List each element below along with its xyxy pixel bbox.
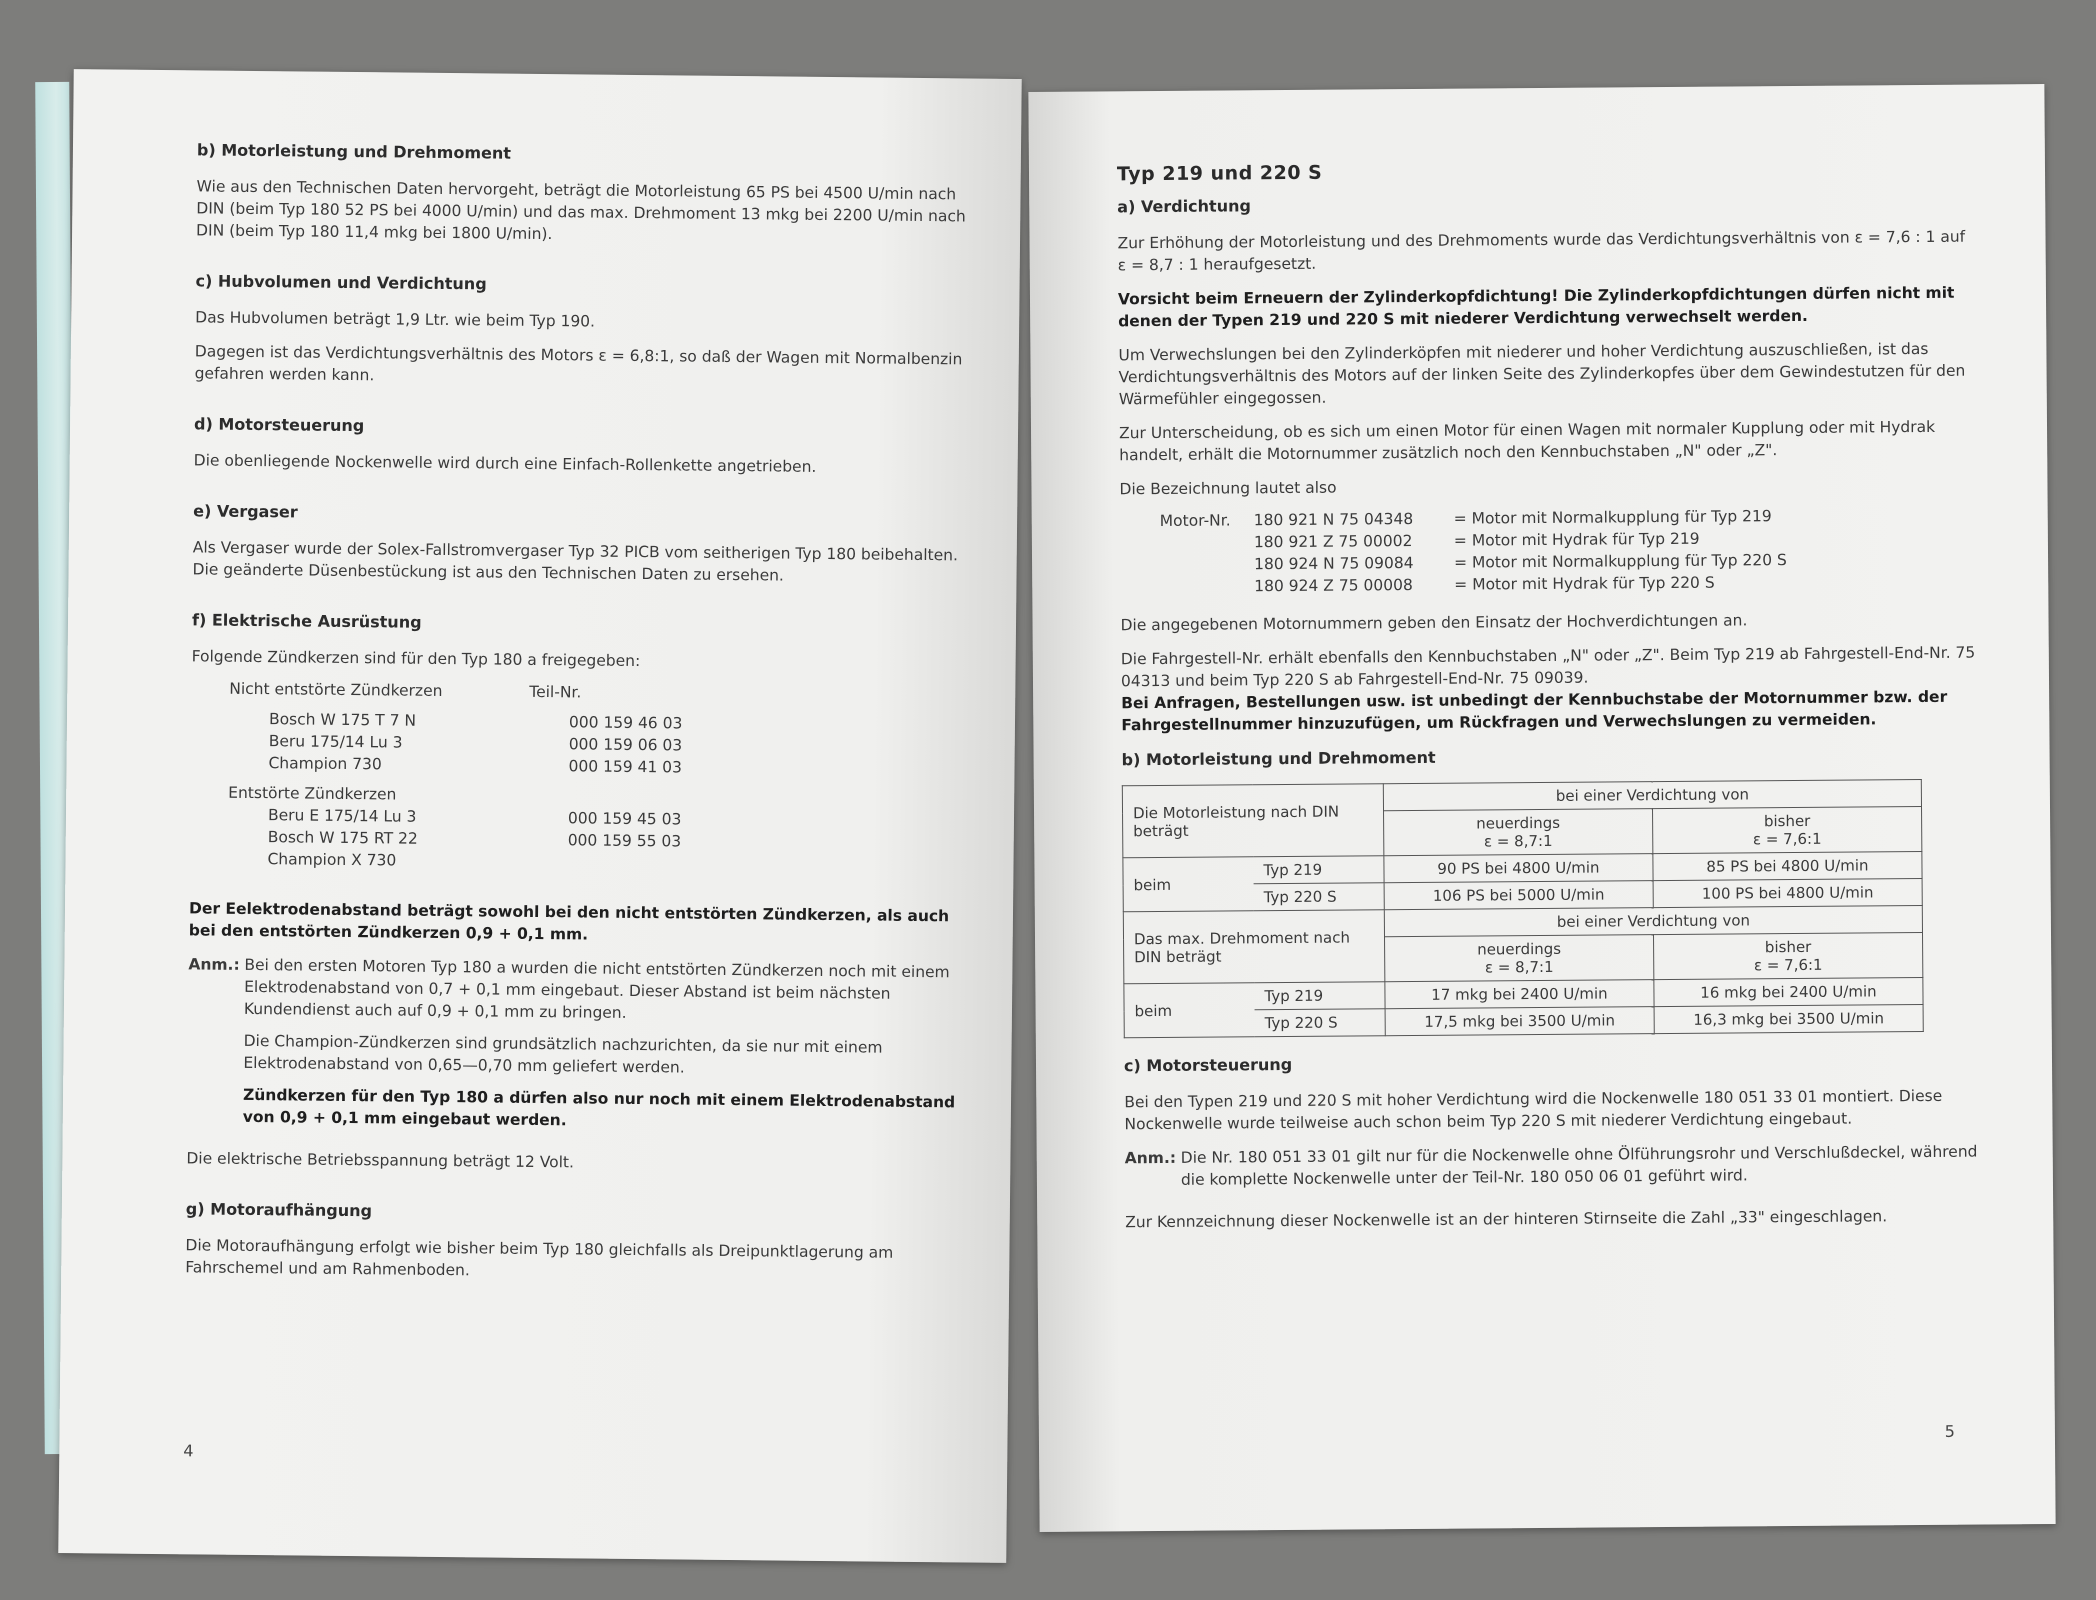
header-unshielded: Nicht entstörte Zündkerzen [229,679,443,700]
text-electrode-gap: Der Eelektrodenabstand beträgt sowohl bei den nicht entstörten Zündkerzen, als auch bei den entstörten Zündkerzen 0,9 + 0,1 mm. [188,899,950,944]
group-header: bei einer Verdichtung von [1384,906,1922,937]
motor-prefix: Motor-Nr. [1159,511,1231,530]
note-text: Die Nr. 180 051 33 01 gilt nur für die Nockenwelle ohne Ölführungsrohr und Verschlußdeckel, während die komplette Nockenwelle unter der Teil-Nr. 180 050 06 01 geführt wird. [1180,1142,1978,1189]
col-old-ratio: ε = 7,6:1 [1753,955,1823,975]
value-cell: 16 mkg bei 2400 U/min [1654,978,1923,1007]
motor-number-list [1160,506,1977,600]
plug-name: Bosch W 175 RT 22 [267,828,418,848]
plug-name: Champion 730 [268,754,382,774]
typ-cell: Typ 220 S [1254,883,1385,911]
text-hubvolumen-1: Das Hubvolumen beträgt 1,9 Ltr. wie beim Typ 190. [195,308,596,331]
spark-plug-table [227,680,963,880]
performance-table [1122,779,1924,1038]
section-aufhaengung [185,1199,958,1286]
torque-label: Das max. Drehmoment nach DIN beträgt [1123,910,1385,984]
col-old-ratio: ε = 7,6:1 [1752,829,1822,849]
col-old: bisher [1764,937,1812,957]
text-verdichtung-2: Um Verwechslungen bei den Zylinderköpfen mit niederer und hoher Verdichtung auszuschließen, ist das Verdichtungsverhältnis des Motors auf der linken Seite des Zylinderkopfes über dem Gewindestutzen für den Wärmefühler eingegossen. [1118,339,1966,409]
text-warning: Vorsicht beim Erneuern der Zylinderkopfdichtung! Die Zylinderkopfdichtungen dürfen nicht mit denen der Typen 219 und 220 S mit niederer Verdichtung verwechselt werden. [1117,283,1955,331]
text-verdichtung-5: Die angegebenen Motornummern geben den Einsatz der Hochverdichtungen an. [1120,611,1748,635]
note-text-1: Bei den ersten Motoren Typ 180 a wurden die nicht entstörten Zündkerzen noch mit einem Elektrodenabstand von 0,7 + 0,1 mm eingebaut. Dieser Abstand ist beim nächsten Kundendienst auch auf 0,9 + 0,1 mm zu bringen. [243,955,950,1022]
motor-number: 180 924 Z 75 00008 [1254,576,1413,596]
text-motorsteuerung: Die obenliegende Nockenwelle wird durch eine Einfach-Rollenkette angetrieben. [193,451,817,476]
heading-vergaser: e) Vergaser [193,501,298,522]
beim-label: beim [1123,857,1254,912]
page-number-left: 4 [183,1441,194,1461]
value-cell: 17,5 mkg bei 3500 U/min [1385,1007,1654,1036]
text-verdichtung-3: Zur Unterscheidung, ob es sich um einen Motor für einen Wagen mit normaler Kupplung oder mit Hydrak handelt, erhält die Motornummer zusätzlich noch den Kennbuchstaben „N" oder „Z". [1118,417,1936,465]
motor-number: 180 921 Z 75 00002 [1253,532,1413,552]
text-hubvolumen-2: Dagegen ist das Verdichtungsverhältnis des Motors ε = 6,8:1, so daß der Wagen mit Normalbenzin gefahren werden kann. [194,342,963,385]
plug-part: 000 159 55 03 [567,831,682,851]
plug-part: 000 159 41 03 [568,757,683,777]
right-page [1028,84,2055,1532]
col-old: bisher [1763,811,1811,831]
page-number-right: 5 [1944,1421,1955,1441]
motor-desc: = Motor mit Hydrak für Typ 219 [1453,529,1700,550]
value-cell: 100 PS bei 4800 U/min [1653,879,1922,908]
power-label: Die Motorleistung nach DIN beträgt [1122,784,1384,858]
note-text-3: Zündkerzen für den Typ 180 a dürfen also nur noch mit einem Elektrodenabstand von 0,9 + 0,1 mm eingebaut werden. [242,1085,956,1130]
col-new-ratio: ε = 8,7:1 [1483,831,1553,851]
text-elektrik-intro: Folgende Zündkerzen sind für den Typ 180 a freigegeben: [191,647,641,671]
section-elektrik [186,610,964,1177]
motor-number: 180 921 N 75 04348 [1253,510,1414,530]
note-label: Anm.: [1124,1148,1177,1168]
text-verdichtung-bold: Bei Anfragen, Bestellungen usw. ist unbedingt der Kennbuchstabe der Motornummer bzw. der Fahrgestellnummer hinzuzufügen, um Rückfragen und Verwechslungen zu vermeiden. [1121,687,1948,735]
group-header: bei einer Verdichtung von [1383,780,1921,811]
heading-leistung: b) Motorleistung und Drehmoment [1121,747,1436,770]
plug-part: 000 159 45 03 [567,809,682,829]
motor-desc: = Motor mit Hydrak für Typ 220 S [1454,573,1715,594]
typ-cell: Typ 219 [1254,982,1385,1010]
plug-part: 000 159 06 03 [568,735,683,755]
heading-steuerung: c) Motorsteuerung [1123,1054,1293,1076]
value-cell: 90 PS bei 4800 U/min [1384,854,1653,883]
plug-name: Champion X 730 [267,850,397,870]
text-verdichtung-4: Die Bezeichnung lautet also [1119,478,1337,499]
motor-desc: = Motor mit Normalkupplung für Typ 220 S [1453,551,1787,572]
section-hubvolumen [195,271,968,392]
heading-motorsteuerung: d) Motorsteuerung [193,414,365,436]
header-part-no: Teil-Nr. [529,682,582,702]
shielded-label: Entstörte Zündkerzen [228,783,397,804]
section-leistung [1122,744,1980,1039]
plug-name: Beru 175/14 Lu 3 [268,732,403,752]
motor-number: 180 924 N 75 09084 [1254,554,1414,574]
plug-part: 000 159 46 03 [568,713,683,733]
section-motorsteuerung [194,414,967,479]
page-title: Typ 219 und 220 S [1116,161,1323,186]
note-label: Anm.: [188,955,240,974]
heading-motorleistung: b) Motorleistung und Drehmoment [196,140,512,163]
plug-part [567,853,767,877]
heading-elektrik: f) Elektrische Ausrüstung [191,610,422,632]
note-block [1125,1141,1981,1202]
note-text-2: Die Champion-Zündkerzen sind grundsätzlich nachzurichten, da sie nur mit einem Elektrodenabstand von 0,65—0,70 mm geliefert werden. [243,1031,883,1077]
value-cell: 16,3 mkg bei 3500 U/min [1654,1005,1923,1034]
text-aufhaengung: Die Motoraufhängung erfolgt wie bisher beim Typ 180 gleichfalls als Dreipunktlagerung am Fahrschemel und am Rahmenboden. [185,1236,894,1280]
motor-desc: = Motor mit Normalkupplung für Typ 219 [1453,507,1772,528]
value-cell: 106 PS bei 5000 U/min [1384,881,1653,910]
spark-plug-header [229,680,963,710]
col-new: neuerdings [1476,813,1561,833]
typ-cell: Typ 220 S [1255,1009,1386,1037]
section-verdichtung [1117,191,1977,737]
heading-verdichtung: a) Verdichtung [1117,196,1251,217]
value-cell: 17 mkg bei 2400 U/min [1385,980,1654,1009]
heading-hubvolumen: c) Hubvolumen und Verdichtung [195,271,487,294]
left-page [58,69,1021,1563]
beim-label: beim [1124,983,1255,1038]
text-steuerung-1: Bei den Typen 219 und 220 S mit hoher Verdichtung wird die Nockenwelle 180 051 33 01 montiert. Diese Nockenwelle wurde teilweise auch schon beim Typ 220 S mit niederer Verdichtung eingebaut. [1124,1086,1943,1134]
col-new-ratio: ε = 8,7:1 [1484,957,1554,977]
text-steuerung-2: Zur Kennzeichnung dieser Nockenwelle ist an der hinteren Stirnseite die Zahl „33" eingeschlagen. [1125,1207,1888,1232]
typ-cell: Typ 219 [1253,856,1384,884]
section-motorleistung [196,140,969,249]
col-new: neuerdings [1477,939,1562,959]
plug-name: Bosch W 175 T 7 N [268,710,417,730]
text-verdichtung-6: Die Fahrgestell-Nr. erhält ebenfalls den Kennbuchstaben „N" oder „Z". Beim Typ 219 ab Fahrgestell-End-Nr. 75 04313 und beim Typ 220 S ab Fahrgestell-End-Nr. 75 09039. [1120,643,1976,691]
heading-aufhaengung: g) Motoraufhängung [185,1199,373,1221]
note-block [187,953,961,1145]
value-cell: 85 PS bei 4800 U/min [1653,852,1922,881]
section-vergaser [192,501,965,588]
section-steuerung [1124,1050,1981,1234]
text-motorleistung: Wie aus den Technischen Daten hervorgeht, beträgt die Motorleistung 65 PS bei 4500 U/min nach DIN (beim Typ 180 52 PS bei 4000 U/min) und das max. Drehmoment 13 mkg bei 2200 U/min nach DIN (beim Typ 180 11,4 mkg bei 1800 U/min). [196,177,966,244]
text-verdichtung-1: Zur Erhöhung der Motorleistung und des Drehmoments wurde das Verdichtungsverhältnis von ε = 7,6 : 1 auf ε = 8,7 : 1 heraufgesetzt. [1117,227,1966,275]
text-voltage: Die elektrische Betriebsspannung beträgt 12 Volt. [186,1149,575,1172]
plug-name: Beru E 175/14 Lu 3 [267,806,417,826]
text-vergaser: Als Vergaser wurde der Solex-Fallstromvergaser Typ 32 PICB vom seitherigen Typ 180 beibehalten. Die geänderte Düsenbestückung ist aus den Technischen Daten zu ersehen. [192,538,959,585]
